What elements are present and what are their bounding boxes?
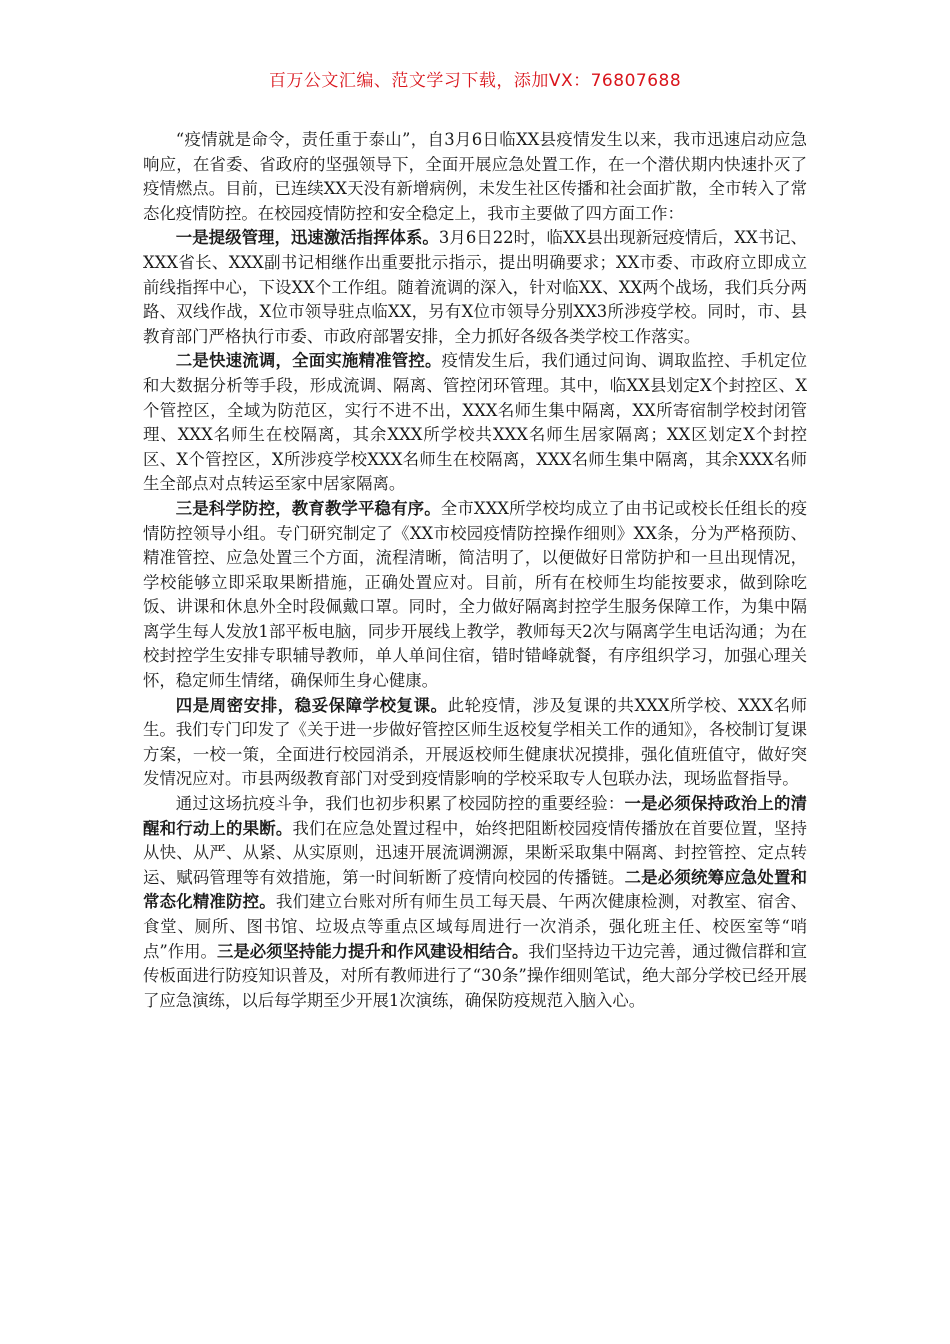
paragraph-text: 全市XXX所学校均成立了由书记或校长任组长的疫情防控领导小组。专门研究制定了《XX市校园疫情防控操作细则》XX条，分为严格预防、精准管控、应急处置三个方面，流程清晰，简洁明了，以便做好日常防护和一旦出现情况，学校能够立即采取果断措施，正确处置应对。目前，所有在校师生均能按要求，做到除吃饭、讲课和休息外全时段佩戴口罩。同时，全力做好隔离封控学生服务保障工作，为集中隔离学生每人发放1部平板电脑，同步开展线上教学，教师每天2次与隔离学生电话沟通；为在校封控学生安排专职辅导教师，单人单间住宿，错时错峰就餐，有序组织学习，加强心理关怀，稳定师生情绪，确保师生身心健康。 — [143, 498, 808, 691]
paragraph-heading: 一是必须保持政治上的清醒和行动上的果断。 — [143, 794, 808, 838]
paragraph-text: 我们在应急处置过程中，始终把阻断校园疫情传播放在首要位置，坚持从快、从严、从紧、从实原则，迅速开展流调溯源，果断采取集中隔离、封控管控、定点转运、赋码管理等有效措施，第一时间斩断了疫情向校园的传播链。 — [143, 818, 808, 887]
document-body — [143, 128, 807, 1013]
paragraph-intro — [143, 128, 807, 226]
paragraph-heading: 四是周密安排，稳妥保障学校复课。 — [175, 695, 448, 715]
paragraph-point-1 — [143, 226, 807, 349]
paragraph-experience — [143, 792, 807, 1013]
paragraph-text: 疫情发生后，我们通过问询、调取监控、手机定位和大数据分析等手段，形成流调、隔离、管控闭环管理。其中，临XX县划定X个封控区、X个管控区，全域为防范区，实行不进不出，XXX名师生集中隔离，XX所寄宿制学校封闭管理、XXX名师生在校隔离，其余XXX所学校共XXX名师生居家隔离；XX区划定X个封控区、X个管控区，X所涉疫学校XXX名师生在校隔离，XXX名师生集中隔离，其余XXX名师生全部点对点转运至家中居家隔离。 — [143, 351, 808, 494]
page-header-banner: 百万公文汇编、范文学习下载，添加VX：76807688 — [268, 71, 682, 91]
paragraph-text: 3月6日22时，临XX县出现新冠疫情后，XX书记、XXX省长、XXX副书记相继作出重要批示指示，提出明确要求；XX市委、市政府立即成立前线指挥中心，下设XX个工作组。随着流调的深入，针对临XX、XX两个战场，我们兵分两路、双线作战，X位市领导驻点临XX，另有X位市领导分别XX3所涉疫学校。同时，市、县教育部门严格执行市委、市政府部署安排，全力抓好各级各类学校工作落实。 — [143, 228, 808, 346]
paragraph-text: 通过这场抗疫斗争，我们也初步积累了校园防控的重要经验： — [175, 794, 625, 814]
paragraph-heading: 三是必须坚持能力提升和作风建设相结合。 — [216, 941, 529, 961]
paragraph-text: 我们建立台账对所有师生员工每天晨、午两次健康检测，对教室、宿舍、食堂、厕所、图书馆、垃圾点等重点区域每周进行一次消杀，强化班主任、校医室等“哨点”作用。 — [143, 892, 807, 961]
paragraph-point-4 — [143, 694, 807, 792]
paragraph-text: 此轮疫情，涉及复课的共XXX所学校、XXX名师生。我们专门印发了《关于进一步做好管控区师生返校复学相关工作的通知》，各校制订复课方案，一校一策，全面进行校园消杀，开展返校师生健康状况摸排，强化值班值守，做好突发情况应对。市县两级教育部门对受到疫情影响的学校采取专人包联办法，现场监督指导。 — [143, 695, 808, 789]
paragraph-heading: 二是快速流调，全面实施精准管控。 — [175, 351, 442, 371]
paragraph-text: “疫情就是命令，责任重于泰山”，自3月6日临XX县疫情发生以来，我市迅速启动应急响应，在省委、省政府的坚强领导下，全面开展应急处置工作，在一个潜伏期内快速扑灭了疫情燃点。目前，已连续XX天没有新增病例，未发生社区传播和社会面扩散，全市转入了常态化疫情防控。在校园疫情防控和安全稳定上，我市主要做了四方面工作： — [143, 130, 807, 223]
paragraph-point-2 — [143, 349, 807, 497]
paragraph-heading: 三是科学防控，教育教学平稳有序。 — [175, 498, 441, 518]
paragraph-heading: 二是必须统筹应急处置和常态化精准防控。 — [143, 867, 808, 912]
paragraph-point-3 — [143, 497, 807, 694]
paragraph-heading: 一是提级管理，迅速激活指挥体系。 — [175, 228, 439, 248]
paragraph-text: 我们坚持边干边完善，通过微信群和宣传板面进行防疫知识普及，对所有教师进行了“30条”操作细则笔试，绝大部分学校已经开展了应急演练，以后每学期至少开展1次演练，确保防疫规范入脑入心。 — [143, 941, 808, 1010]
